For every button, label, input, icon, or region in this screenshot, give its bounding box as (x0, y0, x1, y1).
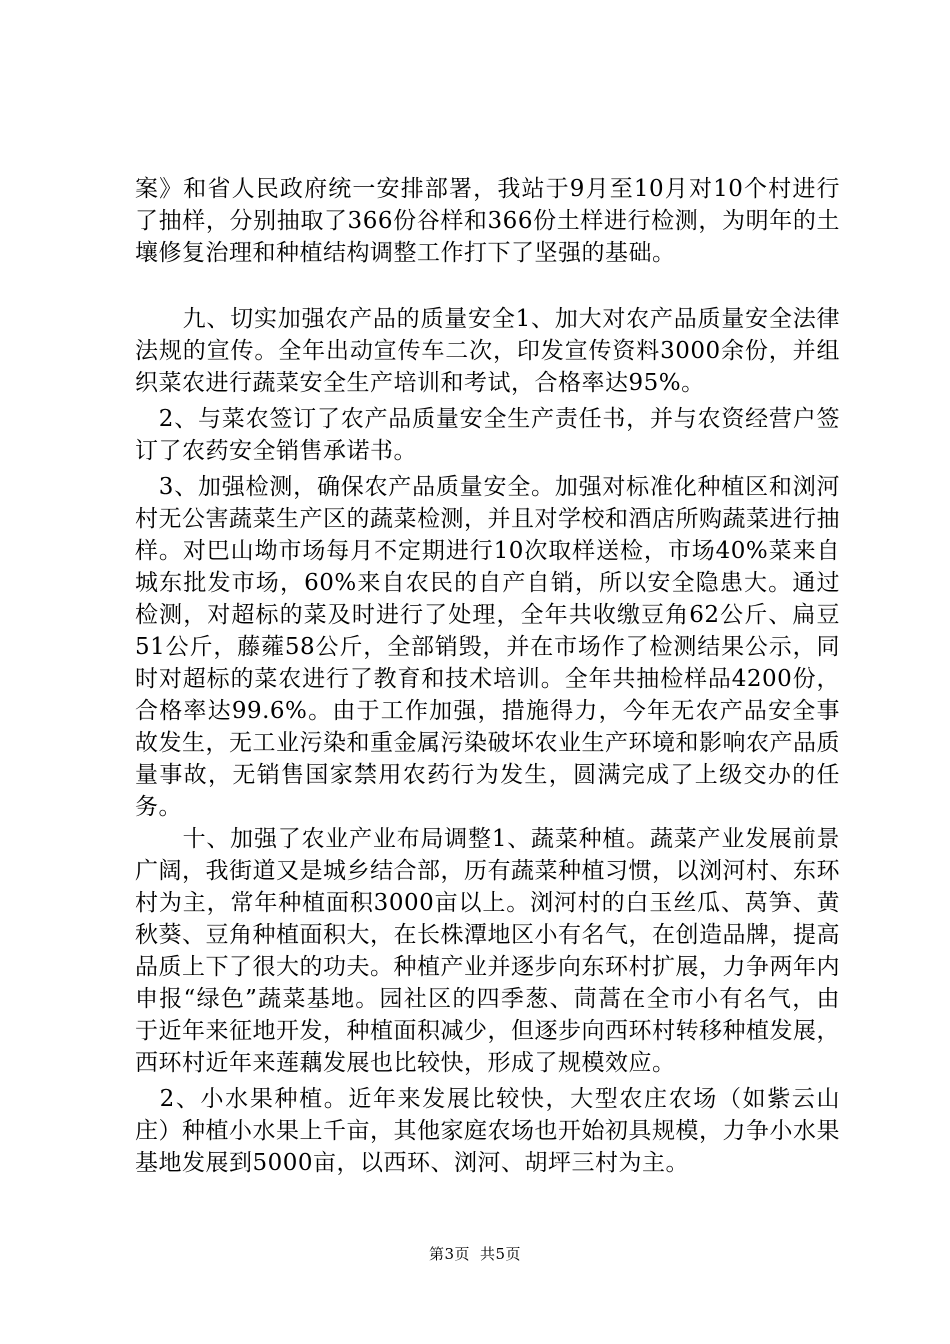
paragraph-item-2: 2、与菜农签订了农产品质量安全生产责任书，并与农资经营户签订了农药安全销售承诺书。 (135, 406, 840, 464)
document-body (135, 173, 840, 1179)
page-footer (0, 1243, 950, 1264)
paragraph-section-nine: 九、切实加强农产品的质量安全1、加大对农产品质量安全法律法规的宣传。全年出动宣传车二次，印发宣传资料3000余份，并组织菜农进行蔬菜安全生产培训和考试，合格率达95%。 (135, 306, 840, 396)
paragraph-fruit-planting: 2、小水果种植。近年来发展比较快，大型农庄农场（如紫云山庄）种植小水果上千亩，其他家庭农场也开始初具规模，力争小水果基地发展到5000亩，以西环、浏河、胡坪三村为主。 (135, 1086, 840, 1176)
paragraph-item-3: 3、加强检测，确保农产品质量安全。加强对标准化种植区和浏河村无公害蔬菜生产区的蔬菜检测，并且对学校和酒店所购蔬菜进行抽样。对巴山坳市场每月不定期进行10次取样送检，市场40%菜来自城东批发市场，60%来自农民的自产自销，所以安全隐患大。通过检测，对超标的菜及时进行了处理，全年共收缴豆角62公斤、扁豆51公斤，藤蕹58公斤，全部销毁，并在市场作了检测结果公示，同时对超标的菜农进行了教育和技术培训。全年共抽检样品4200份，合格率达99.6%。由于工作加强，措施得力，今年无农产品安全事故发生，无工业污染和重金属污染破坏农业生产环境和影响农产品质量事故，无销售国家禁用农药行为发生，圆满完成了上级交办的任务。 (135, 474, 840, 820)
page-number-current: 第3页 (428, 1245, 470, 1263)
paragraph-section-ten: 十、加强了农业产业布局调整1、蔬菜种植。蔬菜产业发展前景广阔，我街道又是城乡结合部，历有蔬菜种植习惯，以浏河村、东环村为主，常年种植面积3000亩以上。浏河村的白玉丝瓜、莴笋、黄秋葵、豆角种植面积大，在长株潭地区小有名气，在创造品牌，提高品质上下了很大的功夫。种植产业并逐步向东环村扩展，力争两年内申报“绿色”蔬菜基地。园社区的四季葱、茼蒿在全市小有名气，由于近年来征地开发，种植面积减少，但逐步向西环村转移种植发展，西环村近年来莲藕发展也比较快，形成了规模效应。 (135, 826, 840, 1076)
paragraph-continuation: 案》和省人民政府统一安排部署，我站于9月至10月对10个村进行了抽样，分别抽取了366份谷样和366份土样进行检测，为明年的土壤修复治理和种植结构调整工作打下了坚强的基础。 (135, 176, 840, 266)
page-number-total: 共5页 (480, 1245, 522, 1263)
